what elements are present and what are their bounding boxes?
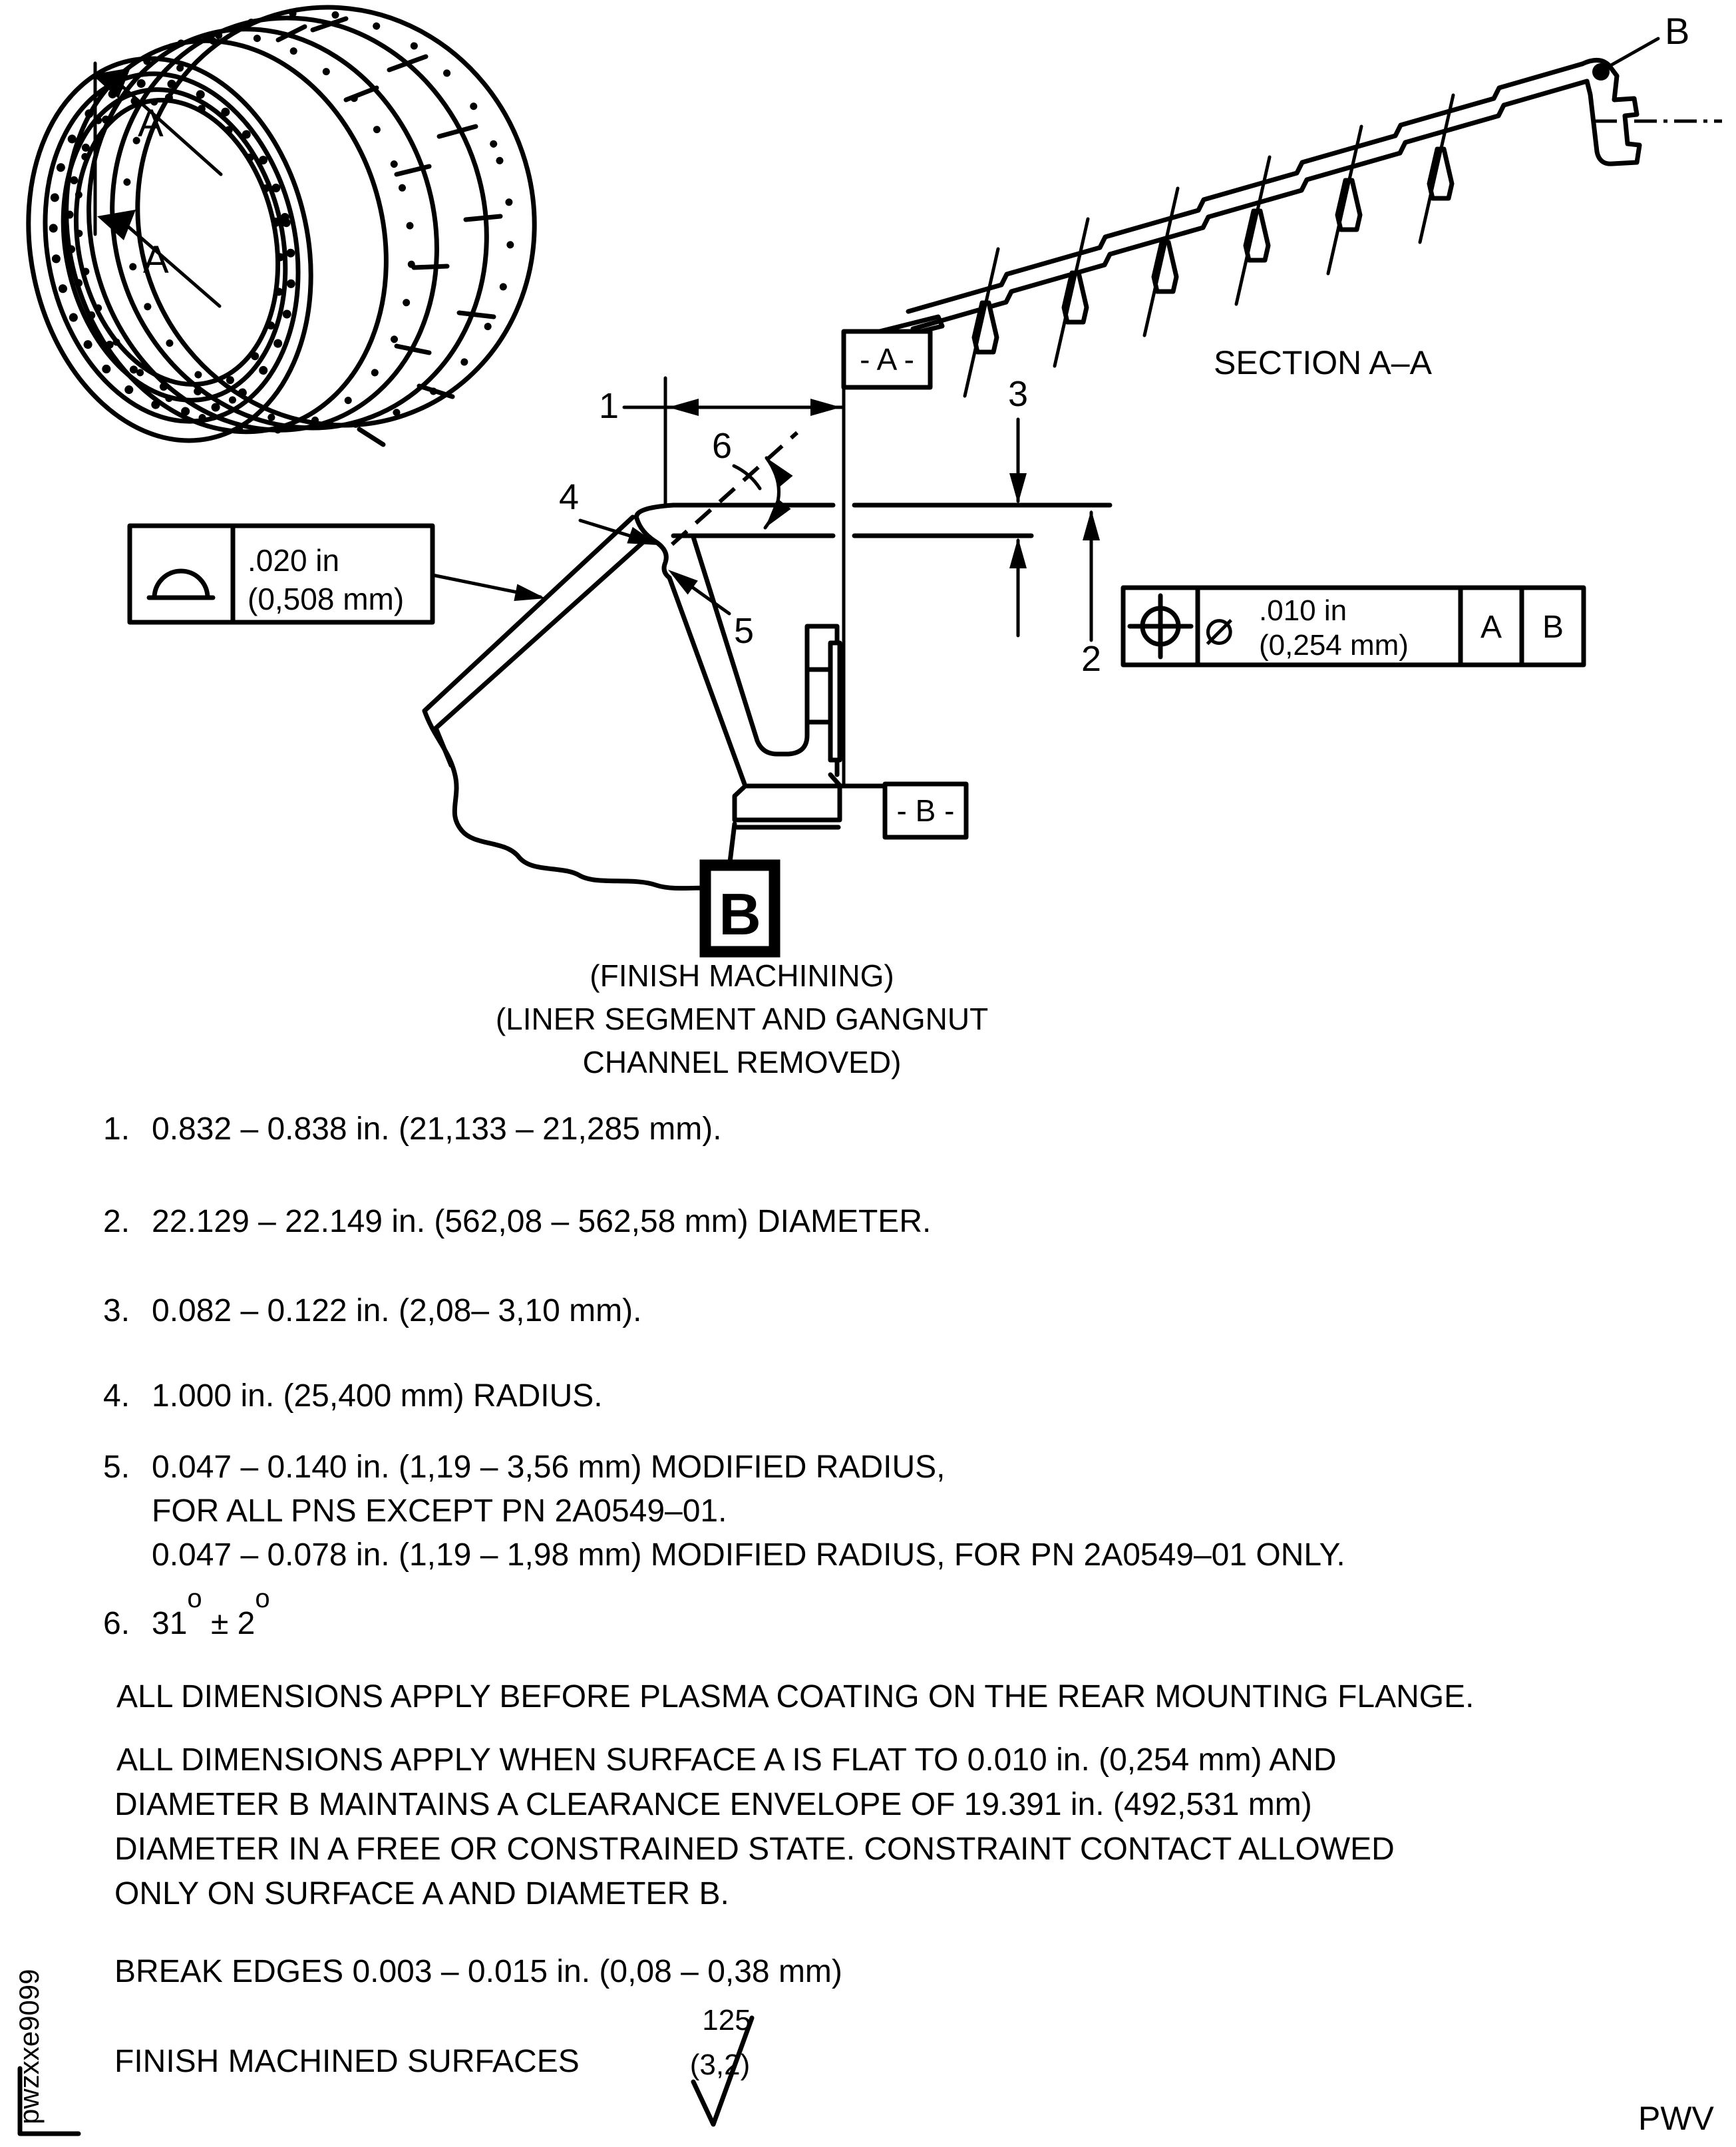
note-text: 0.832 – 0.838 in. (21,133 – 21,285 mm). bbox=[152, 1111, 722, 1147]
note-number: 6. bbox=[103, 1606, 130, 1641]
callout-3: 3 bbox=[1007, 374, 1029, 414]
diameter-symbol: ⌀ bbox=[1204, 600, 1234, 655]
break-edges-note: BREAK EDGES 0.003 – 0.015 in. (0,08 – 0,38 mm) bbox=[114, 1954, 842, 1989]
note-number: 5. bbox=[103, 1450, 130, 1485]
position-tolerance-in: .010 in bbox=[1259, 594, 1347, 627]
dimension-2 bbox=[1081, 510, 1101, 679]
figure-drawing-code: pwzxxe9099 bbox=[13, 1969, 45, 2124]
surface-finish-symbol bbox=[690, 2004, 752, 2124]
finish-surfaces-note: FINISH MACHINED SURFACES bbox=[114, 2044, 580, 2079]
datum-b-flag-label: - B - bbox=[896, 793, 955, 828]
callout-1: 1 bbox=[598, 386, 619, 426]
note-number: 4. bbox=[103, 1378, 130, 1414]
callout-4: 4 bbox=[558, 477, 580, 517]
callout-5-leader bbox=[663, 562, 754, 651]
position-fcf bbox=[1123, 588, 1584, 665]
note-number: 2. bbox=[103, 1204, 130, 1239]
callout-6: 6 bbox=[711, 426, 733, 466]
position-tolerance-mm: (0,254 mm) bbox=[1259, 629, 1409, 662]
note-4 bbox=[103, 1378, 603, 1414]
note-5 bbox=[103, 1450, 1345, 1573]
publisher-code: PWV bbox=[1638, 2100, 1714, 2137]
section-arrow-label-top: A bbox=[138, 102, 164, 145]
note-text: 0.082 – 0.122 in. (2,08– 3,10 mm). bbox=[152, 1293, 642, 1328]
note-2 bbox=[103, 1204, 931, 1239]
general-note-surface-line1: ALL DIMENSIONS APPLY WHEN SURFACE A IS FLAT TO 0.010 in. (0,254 mm) AND bbox=[116, 1742, 1337, 1778]
note-text: FOR ALL PNS EXCEPT PN 2A0549–01. bbox=[152, 1493, 727, 1529]
section-arrow-label-bottom: A bbox=[143, 238, 169, 282]
diameter-b-callout bbox=[1592, 10, 1689, 81]
liner-wall-top-edge bbox=[908, 64, 1582, 311]
view-b-letter: B bbox=[719, 881, 761, 947]
note-3 bbox=[103, 1293, 641, 1328]
note-1 bbox=[103, 1111, 722, 1147]
profile-tolerance-mm: (0,508 mm) bbox=[248, 582, 405, 616]
view-identifier-block bbox=[496, 865, 988, 1079]
roughness-microinch: 125 bbox=[702, 2004, 751, 2037]
note-text: 0.047 – 0.140 in. (1,19 – 3,56 mm) MODIFIED RADIUS, bbox=[152, 1450, 946, 1485]
view-caption-1: (FINISH MACHINING) bbox=[590, 958, 894, 993]
section-arrow-bottom bbox=[97, 210, 136, 240]
callout-6-angle bbox=[672, 426, 797, 544]
note-text: 22.129 – 22.149 in. (562,08 – 562,58 mm) DIAMETER. bbox=[152, 1204, 932, 1239]
position-datum-b: B bbox=[1542, 610, 1564, 645]
callout-5: 5 bbox=[733, 611, 755, 651]
note-number: 1. bbox=[103, 1111, 130, 1147]
position-datum-a: A bbox=[1480, 610, 1502, 645]
general-note-surface-line3: DIAMETER IN A FREE OR CONSTRAINED STATE. CONSTRAINT CONTACT ALLOWED bbox=[114, 1832, 1395, 1867]
general-note-surface-line2: DIAMETER B MAINTAINS A CLEARANCE ENVELOPE OF 19.391 in. (492,531 mm) bbox=[114, 1787, 1312, 1822]
notes-list bbox=[103, 1111, 1345, 1641]
callout-2: 2 bbox=[1081, 639, 1102, 679]
roughness-micrometer: (3,2) bbox=[689, 2049, 751, 2081]
note-6 bbox=[103, 1584, 270, 1641]
callout-4-leader bbox=[559, 477, 661, 553]
datum-a-flag-label: - A - bbox=[860, 342, 914, 377]
view-caption-2: (LINER SEGMENT AND GANGNUT bbox=[495, 1002, 989, 1036]
note-number: 3. bbox=[103, 1293, 130, 1328]
general-note-plasma: ALL DIMENSIONS APPLY BEFORE PLASMA COATING ON THE REAR MOUNTING FLANGE. bbox=[116, 1679, 1475, 1714]
general-note-surface-line4: ONLY ON SURFACE A AND DIAMETER B. bbox=[114, 1876, 729, 1911]
view-caption-3: CHANNEL REMOVED) bbox=[582, 1045, 902, 1079]
section-a-a-view bbox=[880, 10, 1722, 396]
section-title: SECTION A–A bbox=[1214, 344, 1432, 381]
liner-wall-bottom-edge bbox=[913, 81, 1587, 329]
profile-tolerance-in: .020 in bbox=[248, 543, 340, 578]
general-notes bbox=[114, 1679, 1474, 2079]
datum-b-label: B bbox=[1665, 10, 1690, 52]
note-text: 0.047 – 0.078 in. (1,19 – 1,98 mm) MODIFIED RADIUS, FOR PN 2A0549–01 ONLY. bbox=[152, 1537, 1345, 1573]
profile-fcf bbox=[130, 526, 547, 622]
isometric-liner-view bbox=[0, 0, 591, 479]
note-text: 1.000 in. (25,400 mm) RADIUS. bbox=[152, 1378, 603, 1414]
flange-cross-section bbox=[425, 505, 1110, 889]
note-angle-text: $31^o \pm 2^o$ bbox=[152, 1584, 270, 1641]
